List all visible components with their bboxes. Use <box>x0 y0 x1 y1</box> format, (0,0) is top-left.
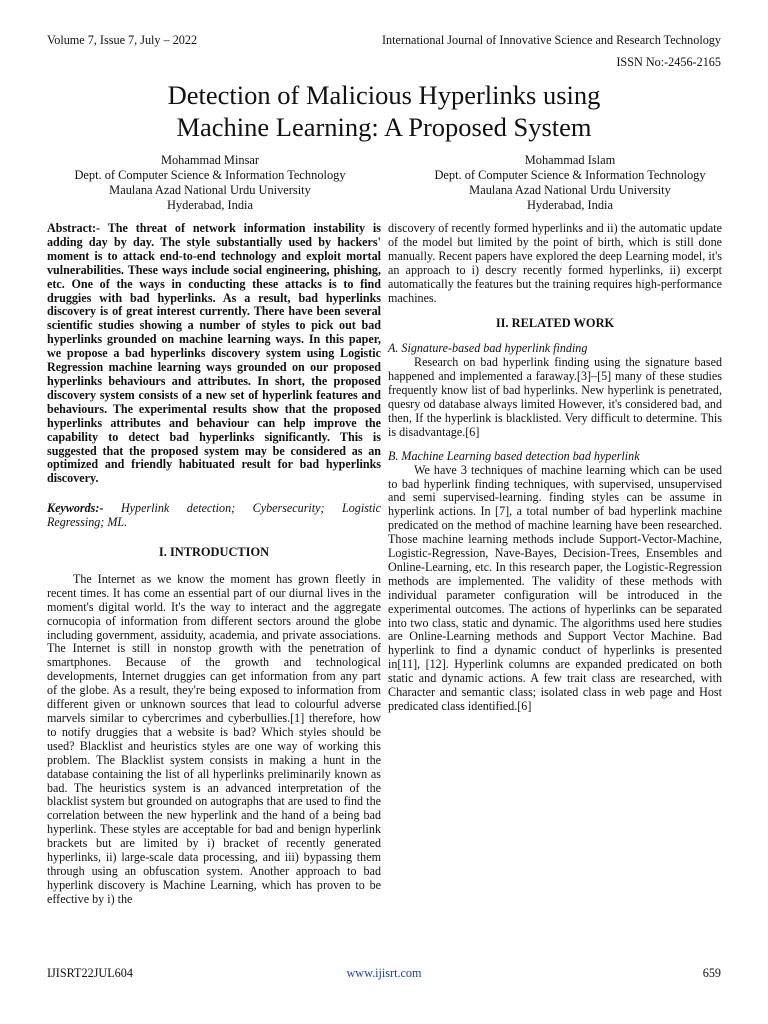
keywords <box>47 502 381 530</box>
subsection-a-paragraph: Research on bad hyperlink finding using the signature based happened and implemented a faraway.[3]–[5] many of these studies frequently know list of bad hyperlinks. New hyperlink is penetrated, quesry od database always limited However, it's considered bad, and then, If the hyperlink is blacklisted. Very difficult to determine. This is disadvantage.[6] <box>388 355 722 439</box>
subsection-b-paragraph: We have 3 techniques of machine learning which can be used to bad hyperlink finding techniques, with supervised, unsupervised and semi supervised-learning. finding styles can be assume in hyperlink actions. In [7], a total number of bad hyperlink machine predicated on the method of machine learning have been researched. Those machine learning methods include Support-Vector-Machine, Logistic-Regression, Nave-Bayes, Decision-Trees, Ensembles and Online-Learning, etc. In this research paper, the Logistic-Regression methods are implemented. The validity of these methods with individual parameter configuration will be introduced in the experimental outcomes. The actions of hyperlinks can be separated into two class, static and dynamic. The algorithms used here studies are Online-Learning methods and Support Vector Machine. Bad hyperlink to find a dynamic conduct of hyperlinks is presented in[11], [12]. Hyperlink columns are expanded predicated on both static and dynamic actions. A few trait class are researched, with Character and semantic class; isolated class in web page and Host predicated class identified.[6] <box>388 462 722 713</box>
header-volume: Volume 7, Issue 7, July – 2022 <box>47 33 198 47</box>
author-location: Hyderabad, India <box>166 198 253 212</box>
keywords-text: Hyperlink detection; Cybersecurity; Logistic Regressing; ML. <box>47 501 381 530</box>
author-name: Mohammad Minsar <box>160 153 260 167</box>
author-university: Maulana Azad National Urdu University <box>109 183 311 197</box>
footer-page-number: 659 <box>702 966 721 980</box>
author-name: Mohammad Islam <box>524 153 616 167</box>
title-line-1: Detection of Malicious Hyperlinks using <box>167 80 601 110</box>
keywords-label: Keywords:- <box>47 501 104 516</box>
section-heading-introduction: I. INTRODUCTION <box>158 545 270 560</box>
author-1 <box>40 153 380 213</box>
footer-website-link[interactable]: www.ijisrt.com <box>346 966 422 980</box>
author-location: Hyderabad, India <box>526 198 613 212</box>
introduction-paragraph: The Internet as we know the moment has grown fleetly in recent times. It has come an essential part of our diurnal lives in the moment's digital world. It's the way to interact and the aggregate cornucopia of information from different sectors around the globe including government, assiduity, academia, and private associations. The Internet is still in nonstop growth with the penetration of smartphones. Because of the growth and technological developments, Internet druggies can get information from any part of the globe. As a result, they're being exposed to information from different given or unknown sources that lead to colourful adverse marvels similar to cybercrimes and cyberbullies.[1] therefore, how to notify druggies that a website is bad? Which styles should be used? Blacklist and heuristics styles are one way of working this problem. The Blacklist system consists in making a hunt in the database containing the list of all hyperlinks preliminarily known as bad. The heuristics system is an advanced interpretation of the blacklist system but grounded on autographs that are used to find the correlation between the new hyperlink and the hand of a being bad hyperlink. These styles are acceptable for bad and benign hyperlink brackets but are limited by i) bracket of recently generated hyperlinks, ii) large-scale data processing, and iii) bypassing them through using an obfuscation system. Another approach to bad hyperlink discovery is Machine Learning, which has proven to be effective by i) the <box>47 571 381 906</box>
author-dept: Dept. of Computer Science & Information Technology <box>74 168 346 182</box>
subsection-heading-b: B. Machine Learning based detection bad hyperlink <box>388 448 640 463</box>
author-2 <box>400 153 740 213</box>
author-dept: Dept. of Computer Science & Information Technology <box>434 168 706 182</box>
section-heading-related-work: II. RELATED WORK <box>495 316 615 331</box>
right-column <box>388 222 722 714</box>
author-university: Maulana Azad National Urdu University <box>469 183 671 197</box>
header-issn: ISSN No:-2456-2165 <box>616 55 721 69</box>
subsection-heading-a: A. Signature-based bad hyperlink finding <box>388 341 588 356</box>
left-column <box>47 222 381 907</box>
paper-title <box>0 79 768 143</box>
abstract: Abstract:- The threat of network information instability is adding day by day. The style substantially used by hackers' moment is to attack end-to-end technology and exploit mortal vulnerabilities. These ways include social engineering, phishing, etc. One of the ways in conducting these attacks is to find druggies with bad hyperlinks. As a result, bad hyperlinks discovery is of great interest currently. There have been several scientific studies showing a number of styles to pick out bad hyperlinks grounded on machine learning ways. In this paper, we propose a bad hyperlinks discovery system using Logistic Regression machine learning ways grounded on our proposed hyperlinks behaviours and attributes. In short, the proposed discovery system consists of a new set of hyperlink features and behaviours. The experimental results show that the proposed hyperlinks attributes and behaviour can help improve the capability to detect bad hyperlinks significantly. This is suggested that the proposed system may be considered as an optimized and friendly habituated result for bad hyperlinks discovery. <box>47 221 381 486</box>
title-line-2: Machine Learning: A Proposed System <box>176 112 592 142</box>
footer-paper-id: IJISRT22JUL604 <box>47 966 133 980</box>
header-journal: International Journal of Innovative Science and Research Technology <box>381 33 721 47</box>
introduction-continuation: discovery of recently formed hyperlinks and ii) the automatic update of the model but limited by the point of birth, which is still done manually. Recent papers have explored the deep Learning model, it's an approach to i) descry recently formed hyperlinks, ii) excerpt automatically the features but the training requires high-performance machines. <box>388 221 722 305</box>
